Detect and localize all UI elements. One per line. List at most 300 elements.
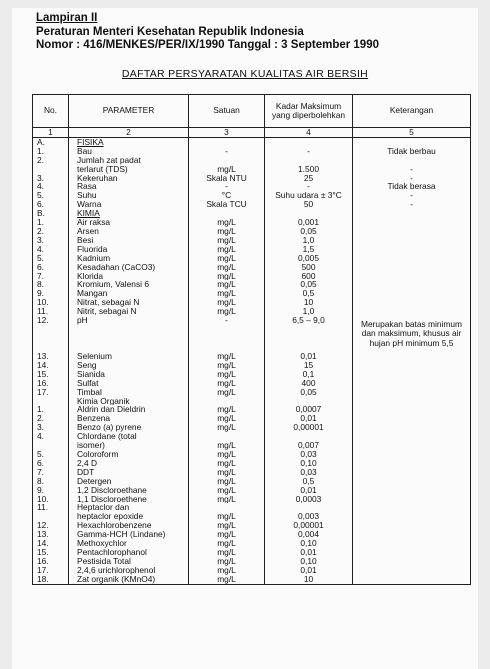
cell-kadar: 600 [265, 272, 353, 281]
cell-no: 3. [33, 236, 69, 245]
cell-parameter: 1,2 Discloroethane [69, 486, 189, 495]
table-row [33, 459, 471, 468]
cell-kadar: 1,5 [265, 245, 353, 254]
cell-keterangan [353, 370, 471, 379]
cell-kadar [265, 137, 353, 146]
cell-keterangan [353, 245, 471, 254]
table-row [33, 530, 471, 539]
table-row [33, 298, 471, 307]
cell-keterangan [353, 503, 471, 512]
cell-keterangan [353, 441, 471, 450]
cell-kadar: 25 [265, 174, 353, 183]
table-row [33, 227, 471, 236]
cell-parameter: Warna [69, 200, 189, 209]
table-row [33, 254, 471, 263]
cell-no: 7. [33, 468, 69, 477]
cell-no: 17. [33, 566, 69, 575]
cell-keterangan [353, 405, 471, 414]
cell-satuan: mg/L [189, 405, 265, 414]
cell-no [33, 441, 69, 450]
table-row [33, 405, 471, 414]
cell-satuan: mg/L [189, 495, 265, 504]
table-row [33, 156, 471, 165]
cell-no: 1. [33, 147, 69, 156]
cell-keterangan [353, 209, 471, 218]
cell-keterangan [353, 512, 471, 521]
cell-satuan: mg/L [189, 289, 265, 298]
cell-kadar: 0,004 [265, 530, 353, 539]
cell-keterangan [353, 414, 471, 423]
cell-no: A. [33, 137, 69, 146]
cell-kadar: 0,5 [265, 477, 353, 486]
cell-satuan: mg/L [189, 486, 265, 495]
section-title: KIMIA [77, 209, 100, 219]
cell-kadar: 0,01 [265, 566, 353, 575]
header-no: No. [33, 95, 69, 128]
table-row [33, 414, 471, 423]
cell-keterangan [353, 379, 471, 388]
cell-parameter: Chlordane (total [69, 432, 189, 441]
cell-kadar: 0,10 [265, 459, 353, 468]
table-row [33, 245, 471, 254]
cell-satuan: mg/L [189, 441, 265, 450]
cell-parameter: Sulfat [69, 379, 189, 388]
table-row [33, 432, 471, 441]
cell-kadar [265, 209, 353, 218]
table-row [33, 468, 471, 477]
cell-parameter: Zat organik (KMnO4) [69, 575, 189, 584]
cell-keterangan: Tidak berbau [353, 147, 471, 156]
document-page [12, 8, 478, 669]
lampiran-label: Lampiran II [36, 12, 98, 24]
cell-kadar: 0,1 [265, 370, 353, 379]
cell-parameter: Methoxychlor [69, 539, 189, 548]
cell-keterangan: Tidak berasa [353, 182, 471, 191]
cell-keterangan [353, 361, 471, 370]
table-row [33, 165, 471, 174]
cell-keterangan-ph-note: Merupakan batas minimum dan maksimum, khusus air hujan pH minimum 5,5 [353, 316, 471, 352]
cell-no: 12. [33, 316, 69, 352]
table-row [33, 503, 471, 512]
cell-kadar: - [265, 182, 353, 191]
cell-keterangan: - [353, 200, 471, 209]
cell-keterangan [353, 521, 471, 530]
table-row [33, 352, 471, 361]
cell-no: 7. [33, 272, 69, 281]
cell-kadar: 0,007 [265, 441, 353, 450]
cell-kadar: 500 [265, 263, 353, 272]
cell-satuan: mg/L [189, 477, 265, 486]
cell-satuan: mg/L [189, 361, 265, 370]
cell-no: 5. [33, 254, 69, 263]
cell-keterangan [353, 272, 471, 281]
cell-satuan: mg/L [189, 530, 265, 539]
cell-no: 11. [33, 503, 69, 512]
cell-satuan [189, 503, 265, 512]
cell-parameter: Kadnium [69, 254, 189, 263]
cell-keterangan [353, 236, 471, 245]
table-row [33, 182, 471, 191]
cell-no: 2. [33, 156, 69, 165]
cell-no [33, 397, 69, 406]
cell-satuan: mg/L [189, 512, 265, 521]
cell-kadar: 0,01 [265, 486, 353, 495]
cell-kadar: 0,01 [265, 548, 353, 557]
cell-satuan [189, 209, 265, 218]
cell-keterangan [353, 352, 471, 361]
cell-satuan [189, 432, 265, 441]
cell-parameter: Gamma-HCH (Lindane) [69, 530, 189, 539]
cell-satuan: mg/L [189, 557, 265, 566]
cell-parameter: 2,4 D [69, 459, 189, 468]
cell-kadar: 15 [265, 361, 353, 370]
cell-no: 4. [33, 182, 69, 191]
cell-satuan [189, 137, 265, 146]
cell-parameter [69, 209, 189, 218]
cell-no: 6. [33, 459, 69, 468]
table-row [33, 388, 471, 397]
table-row [33, 272, 471, 281]
cell-keterangan [353, 280, 471, 289]
cell-parameter: Suhu [69, 191, 189, 200]
table-row [33, 423, 471, 432]
cell-kadar: 1,0 [265, 236, 353, 245]
table-header-row [33, 95, 471, 128]
cell-parameter: Rasa [69, 182, 189, 191]
cell-kadar: 6,5 – 9,0 [265, 316, 353, 352]
cell-kadar: 0,03 [265, 450, 353, 459]
section-row [33, 137, 471, 146]
cell-no: 4. [33, 245, 69, 254]
cell-satuan: Skala NTU [189, 174, 265, 183]
cell-keterangan [353, 486, 471, 495]
cell-parameter: Kromium, Valensi 6 [69, 280, 189, 289]
column-number: 4 [265, 128, 353, 138]
cell-kadar: 0,001 [265, 218, 353, 227]
table-row [33, 280, 471, 289]
cell-keterangan [353, 298, 471, 307]
cell-parameter: isomer) [69, 441, 189, 450]
section-row [33, 397, 471, 406]
cell-kadar: 0,10 [265, 557, 353, 566]
cell-no: 1. [33, 218, 69, 227]
table-row [33, 316, 471, 352]
cell-keterangan [353, 137, 471, 146]
table-row [33, 486, 471, 495]
cell-kadar: 50 [265, 200, 353, 209]
cell-keterangan [353, 423, 471, 432]
cell-keterangan [353, 450, 471, 459]
cell-no: B. [33, 209, 69, 218]
table-row [33, 450, 471, 459]
cell-parameter: DDT [69, 468, 189, 477]
cell-keterangan [353, 575, 471, 584]
cell-no: 12. [33, 521, 69, 530]
table-row [33, 289, 471, 298]
cell-parameter: Arsen [69, 227, 189, 236]
cell-parameter: Klorida [69, 272, 189, 281]
cell-parameter: Benzena [69, 414, 189, 423]
cell-parameter: Air raksa [69, 218, 189, 227]
cell-parameter: Pentachlorophanol [69, 548, 189, 557]
cell-kadar: 0,0007 [265, 405, 353, 414]
document-title: DAFTAR PERSYARATAN KUALITAS AIR BERSIH [121, 68, 369, 80]
cell-no: 6. [33, 200, 69, 209]
cell-no [33, 512, 69, 521]
cell-kadar: Suhu udara ± 3°C [265, 191, 353, 200]
cell-kadar: 1,0 [265, 307, 353, 316]
cell-satuan [189, 397, 265, 406]
cell-satuan: °C [189, 191, 265, 200]
cell-no: 3. [33, 423, 69, 432]
header-keterangan: Keterangan [353, 95, 471, 128]
cell-kadar: 1.500 [265, 165, 353, 174]
cell-satuan: mg/L [189, 414, 265, 423]
cell-keterangan [353, 307, 471, 316]
cell-keterangan [353, 227, 471, 236]
cell-parameter: Fluorida [69, 245, 189, 254]
cell-kadar: 0,10 [265, 539, 353, 548]
cell-no: 14. [33, 539, 69, 548]
cell-kadar: 0,05 [265, 388, 353, 397]
cell-satuan: mg/L [189, 548, 265, 557]
cell-kadar: 0,05 [265, 280, 353, 289]
section-title: Kimia Organik [77, 396, 130, 406]
cell-keterangan [353, 263, 471, 272]
table-row [33, 521, 471, 530]
cell-no: 6. [33, 263, 69, 272]
cell-no: 10. [33, 298, 69, 307]
table-row [33, 548, 471, 557]
cell-keterangan [353, 218, 471, 227]
cell-satuan: - [189, 316, 265, 352]
cell-keterangan [353, 548, 471, 557]
cell-satuan: mg/L [189, 218, 265, 227]
cell-keterangan [353, 477, 471, 486]
cell-kadar: 10 [265, 575, 353, 584]
table-row [33, 379, 471, 388]
section-row [33, 209, 471, 218]
cell-satuan: mg/L [189, 575, 265, 584]
cell-keterangan [353, 566, 471, 575]
cell-no: 5. [33, 191, 69, 200]
header-parameter: PARAMETER [69, 95, 189, 128]
cell-satuan: mg/L [189, 236, 265, 245]
table-row [33, 477, 471, 486]
cell-satuan: mg/L [189, 539, 265, 548]
cell-keterangan [353, 530, 471, 539]
column-number: 1 [33, 128, 69, 138]
regulation-title: Peraturan Menteri Kesehatan Republik Indonesia [36, 25, 304, 38]
cell-satuan: mg/L [189, 245, 265, 254]
cell-keterangan [353, 388, 471, 397]
cell-keterangan [353, 557, 471, 566]
cell-no: 13. [33, 352, 69, 361]
cell-satuan: mg/L [189, 307, 265, 316]
regulation-number: Nomor : 416/MENKES/PER/IX/1990 Tanggal : 3 September 1990 [36, 39, 379, 51]
cell-no: 10. [33, 495, 69, 504]
cell-no: 8. [33, 477, 69, 486]
cell-kadar: 0,0003 [265, 495, 353, 504]
cell-satuan: mg/L [189, 370, 265, 379]
cell-kadar: 0,05 [265, 227, 353, 236]
table-row [33, 191, 471, 200]
column-number: 5 [353, 128, 471, 138]
column-number: 2 [69, 128, 189, 138]
cell-no: 9. [33, 486, 69, 495]
cell-kadar: 0,00001 [265, 521, 353, 530]
cell-parameter [69, 397, 189, 406]
cell-no: 1. [33, 405, 69, 414]
table-row [33, 174, 471, 183]
cell-parameter: terlarut (TDS) [69, 165, 189, 174]
cell-kadar [265, 397, 353, 406]
cell-keterangan [353, 468, 471, 477]
column-number: 3 [189, 128, 265, 138]
cell-satuan: Skala TCU [189, 200, 265, 209]
cell-kadar: 0,01 [265, 352, 353, 361]
cell-parameter: Nitrat, sebagai N [69, 298, 189, 307]
header-satuan: Satuan [189, 95, 265, 128]
cell-keterangan [353, 495, 471, 504]
cell-no: 16. [33, 379, 69, 388]
cell-keterangan: - [353, 174, 471, 183]
cell-no: 4. [33, 432, 69, 441]
cell-kadar: 400 [265, 379, 353, 388]
quality-requirements-table [32, 94, 471, 585]
cell-satuan: mg/L [189, 227, 265, 236]
cell-no: 9. [33, 289, 69, 298]
cell-keterangan [353, 289, 471, 298]
cell-parameter: Bau [69, 147, 189, 156]
cell-parameter: Timbal [69, 388, 189, 397]
cell-parameter [69, 137, 189, 146]
table-row [33, 370, 471, 379]
cell-parameter: Aldrin dan Dieldrin [69, 405, 189, 414]
table-row [33, 218, 471, 227]
cell-kadar: 0,5 [265, 289, 353, 298]
cell-parameter: Besi [69, 236, 189, 245]
cell-parameter: Kekeruhan [69, 174, 189, 183]
cell-kadar: 0,00001 [265, 423, 353, 432]
section-title: FISIKA [77, 137, 104, 147]
cell-satuan: mg/L [189, 450, 265, 459]
cell-parameter: Pestisida Total [69, 557, 189, 566]
table-row [33, 441, 471, 450]
cell-no: 2. [33, 414, 69, 423]
cell-kadar: - [265, 147, 353, 156]
cell-kadar [265, 432, 353, 441]
cell-kadar [265, 156, 353, 165]
cell-parameter: heptaclor epoxide [69, 512, 189, 521]
cell-no: 3. [33, 174, 69, 183]
cell-satuan: mg/L [189, 254, 265, 263]
table-row [33, 539, 471, 548]
cell-satuan: mg/L [189, 272, 265, 281]
cell-parameter: 2,4,6 urichlorophenol [69, 566, 189, 575]
cell-kadar [265, 503, 353, 512]
cell-parameter: Seng [69, 361, 189, 370]
table-row [33, 495, 471, 504]
cell-satuan: mg/L [189, 280, 265, 289]
cell-no: 15. [33, 370, 69, 379]
table-row [33, 200, 471, 209]
cell-no: 2. [33, 227, 69, 236]
table-row [33, 566, 471, 575]
table-row [33, 307, 471, 316]
cell-parameter: Heptaclor dan [69, 503, 189, 512]
cell-no: 16. [33, 557, 69, 566]
table-row [33, 236, 471, 245]
cell-parameter: Nitrit, sebagai N [69, 307, 189, 316]
cell-satuan: mg/L [189, 165, 265, 174]
cell-no: 13. [33, 530, 69, 539]
cell-satuan: mg/L [189, 566, 265, 575]
table-row [33, 557, 471, 566]
cell-no: 14. [33, 361, 69, 370]
cell-no: 11. [33, 307, 69, 316]
cell-satuan: mg/L [189, 379, 265, 388]
cell-satuan: mg/L [189, 263, 265, 272]
cell-satuan: - [189, 147, 265, 156]
cell-keterangan [353, 459, 471, 468]
cell-satuan: - [189, 182, 265, 191]
cell-satuan: mg/L [189, 298, 265, 307]
table-row [33, 512, 471, 521]
cell-kadar: 0,003 [265, 512, 353, 521]
cell-keterangan [353, 432, 471, 441]
cell-satuan: mg/L [189, 388, 265, 397]
cell-parameter: Kesadahan (CaCO3) [69, 263, 189, 272]
cell-parameter: Benzo (a) pyrene [69, 423, 189, 432]
cell-satuan [189, 156, 265, 165]
cell-satuan: mg/L [189, 423, 265, 432]
cell-satuan: mg/L [189, 352, 265, 361]
document-header [36, 12, 379, 53]
cell-parameter: Detergen [69, 477, 189, 486]
table-row [33, 147, 471, 156]
cell-parameter: Jumlah zat padat [69, 156, 189, 165]
cell-keterangan: - [353, 191, 471, 200]
cell-keterangan: - [353, 165, 471, 174]
cell-keterangan [353, 397, 471, 406]
cell-parameter: Coloroform [69, 450, 189, 459]
cell-keterangan [353, 539, 471, 548]
column-number-row [33, 128, 471, 138]
cell-no: 17. [33, 388, 69, 397]
cell-no: 8. [33, 280, 69, 289]
cell-kadar: 0,03 [265, 468, 353, 477]
table-row [33, 263, 471, 272]
table-row [33, 575, 471, 584]
cell-parameter: 1,1 Discloroethene [69, 495, 189, 504]
cell-satuan: mg/L [189, 521, 265, 530]
cell-keterangan [353, 254, 471, 263]
table-row [33, 361, 471, 370]
cell-satuan: mg/L [189, 468, 265, 477]
cell-parameter: Selenium [69, 352, 189, 361]
cell-no: 15. [33, 548, 69, 557]
cell-no [33, 165, 69, 174]
cell-parameter: pH [69, 316, 189, 352]
cell-kadar: 0,01 [265, 414, 353, 423]
cell-no: 18. [33, 575, 69, 584]
header-kadar: Kadar Maksimum yang diperbolehkan [265, 95, 353, 128]
cell-satuan: mg/L [189, 459, 265, 468]
cell-parameter: Hexachlorobenzene [69, 521, 189, 530]
cell-parameter: Sianida [69, 370, 189, 379]
cell-parameter: Mangan [69, 289, 189, 298]
